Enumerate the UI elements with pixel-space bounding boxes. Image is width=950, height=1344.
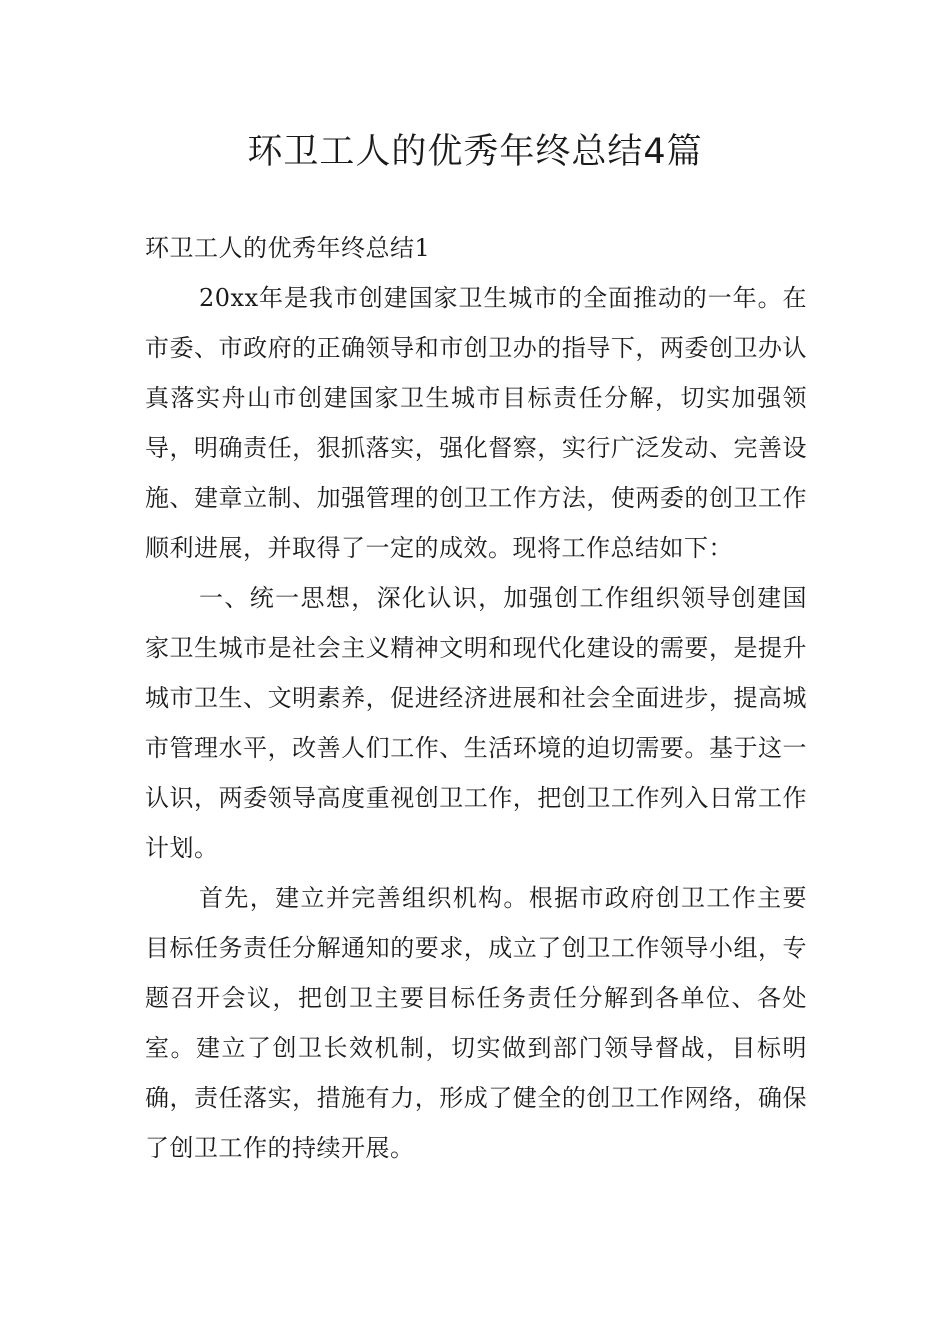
document-body xyxy=(145,223,807,1173)
section-heading: 环卫工人的优秀年终总结1 xyxy=(145,234,431,262)
paragraph: 20xx年是我市创建国家卫生城市的全面推动的一年。在市委、市政府的正确领导和市创卫办的指导下，两委创卫办认真落实舟山市创建国家卫生城市目标责任分解，切实加强领导，明确责任，狠抓落实，强化督察，实行广泛发动、完善设施、建章立制、加强管理的创卫工作方法，使两委的创卫工作顺利进展，并取得了一定的成效。现将工作总结如下： xyxy=(145,284,807,562)
paragraph: 一、统一思想，深化认识，加强创工作组织领导创建国家卫生城市是社会主义精神文明和现代化建设的需要，是提升城市卫生、文明素养，促进经济进展和社会全面进步，提高城市管理水平，改善人们工作、生活环境的迫切需要。基于这一认识，两委领导高度重视创卫工作，把创卫工作列入日常工作计划。 xyxy=(145,584,807,862)
document-title: 环卫工人的优秀年终总结4篇 xyxy=(247,132,703,172)
paragraph: 首先，建立并完善组织机构。根据市政府创卫工作主要目标任务责任分解通知的要求，成立了创卫工作领导小组，专题召开会议，把创卫主要目标任务责任分解到各单位、各处室。建立了创卫长效机制，切实做到部门领导督战，目标明确，责任落实，措施有力，形成了健全的创卫工作网络，确保了创卫工作的持续开展。 xyxy=(145,884,807,1162)
